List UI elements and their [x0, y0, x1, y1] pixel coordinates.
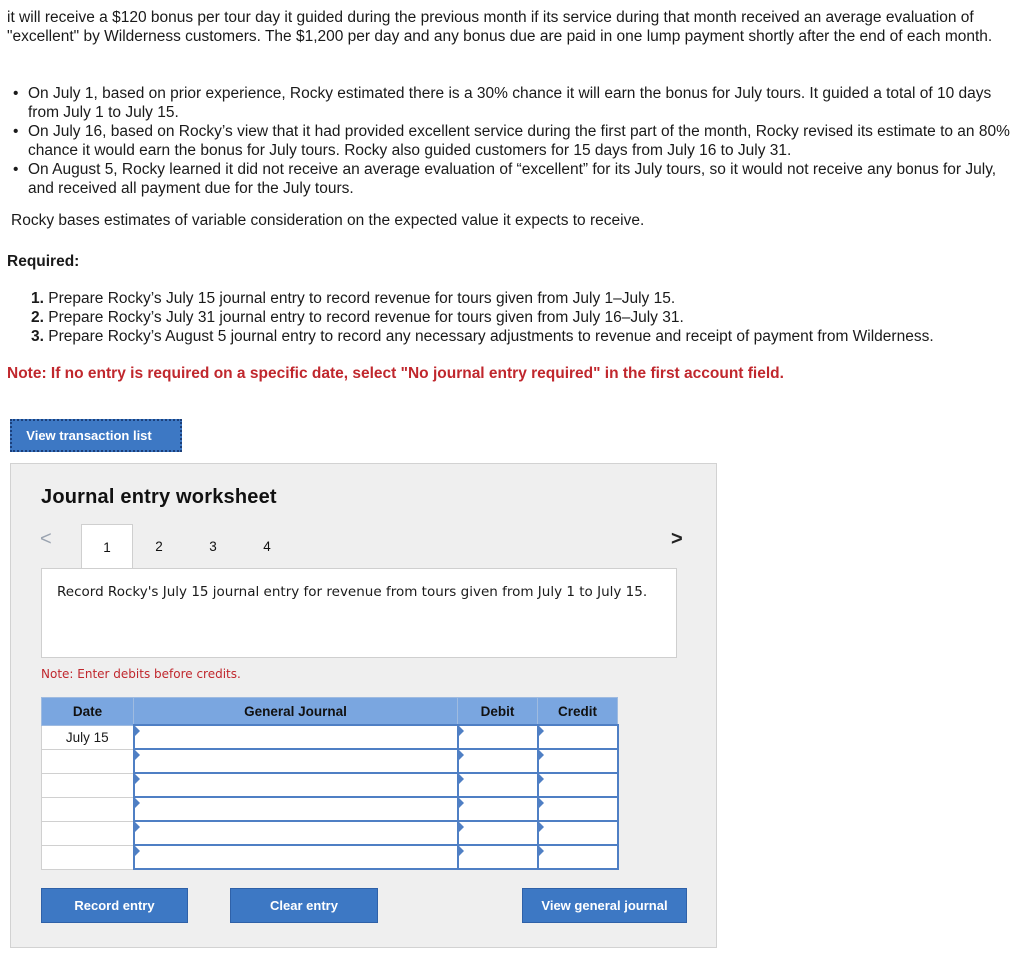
date-column-header: Date	[42, 698, 134, 726]
account-select[interactable]	[134, 725, 458, 749]
required-item-number: 1.	[31, 290, 44, 307]
worksheet-title: Journal entry worksheet	[41, 486, 277, 508]
date-cell	[42, 797, 134, 821]
credit-input[interactable]	[538, 773, 618, 797]
required-heading: Required:	[7, 253, 80, 270]
table-row	[42, 821, 618, 845]
bases-text: Rocky bases estimates of variable consideration on the expected value it expects to receive.	[11, 212, 645, 229]
required-item-text: Prepare Rocky’s July 31 journal entry to record revenue for tours given from July 16–July 31.	[48, 309, 684, 326]
required-item-text: Prepare Rocky’s August 5 journal entry to record any necessary adjustments to revenue and receipt of payment from Wilderness.	[48, 328, 934, 345]
debit-input[interactable]	[458, 845, 538, 869]
view-transaction-list-button[interactable]: View transaction list	[10, 419, 182, 452]
journal-table	[41, 697, 619, 870]
credit-input[interactable]	[538, 749, 618, 773]
table-row	[42, 797, 618, 821]
credit-input[interactable]	[538, 797, 618, 821]
debit-input[interactable]	[458, 725, 538, 749]
table-row	[42, 773, 618, 797]
required-item-number: 2.	[31, 309, 44, 326]
scenario-bullets	[7, 84, 1017, 198]
instruction-text: Record Rocky's July 15 journal entry for revenue from tours given from July 1 to July 15.	[57, 584, 648, 600]
chevron-left-icon[interactable]: <	[40, 528, 52, 550]
required-item-3	[31, 327, 934, 346]
debits-note: Note: Enter debits before credits.	[41, 667, 241, 681]
account-select[interactable]	[134, 821, 458, 845]
account-select[interactable]	[134, 773, 458, 797]
credit-input[interactable]	[538, 725, 618, 749]
account-select[interactable]	[134, 797, 458, 821]
table-row	[42, 725, 618, 749]
table-row	[42, 749, 618, 773]
view-general-journal-button[interactable]: View general journal	[522, 888, 687, 923]
required-list	[31, 289, 934, 346]
bullet-august-5: • On August 5, Rocky learned it did not receive an average evaluation of “excellent” for its July tours, so it would not receive any bonus for July, and received all payment due for the July tours.	[7, 160, 1017, 198]
tab-1[interactable]: 1	[81, 524, 133, 569]
bullet-july-1: • On July 1, based on prior experience, Rocky estimated there is a 30% chance it will earn the bonus for July tours. It guided a total of 10 days from July 1 to July 15.	[7, 84, 1017, 122]
tab-2[interactable]: 2	[155, 538, 163, 554]
record-entry-button[interactable]: Record entry	[41, 888, 188, 923]
date-cell	[42, 821, 134, 845]
debit-input[interactable]	[458, 821, 538, 845]
credit-input[interactable]	[538, 845, 618, 869]
instruction-box	[41, 568, 677, 658]
table-row	[42, 845, 618, 869]
intro-text: it will receive a $120 bonus per tour day it guided during the previous month if its service during that month received an average evaluation of "excellent" by Wilderness customers. The $1,200 per day and any bonus due are paid in one lump payment shortly after the end of each month.	[7, 9, 993, 45]
date-cell	[42, 773, 134, 797]
account-select[interactable]	[134, 845, 458, 869]
required-item-number: 3.	[31, 328, 44, 345]
date-cell	[42, 749, 134, 773]
debit-input[interactable]	[458, 749, 538, 773]
bullet-july-16: • On July 16, based on Rocky’s view that it had provided excellent service during the first part of the month, Rocky revised its estimate to an 80% chance it would earn the bonus for July tours. Rocky also guided customers for 15 days from July 16 to July 31.	[7, 122, 1017, 160]
required-item-text: Prepare Rocky’s July 15 journal entry to record revenue for tours given from July 1–July 15.	[48, 290, 676, 307]
required-item-2	[31, 308, 934, 327]
general-journal-column-header: General Journal	[134, 698, 458, 726]
date-cell	[42, 845, 134, 869]
account-select[interactable]	[134, 749, 458, 773]
clear-entry-button[interactable]: Clear entry	[230, 888, 378, 923]
date-cell: July 15	[42, 725, 134, 749]
no-entry-note: Note: If no entry is required on a specific date, select "No journal entry required" in the first account field.	[7, 365, 784, 382]
debit-column-header: Debit	[458, 698, 538, 726]
required-item-1	[31, 289, 934, 308]
credit-input[interactable]	[538, 821, 618, 845]
chevron-right-icon[interactable]: >	[671, 528, 683, 550]
debit-input[interactable]	[458, 797, 538, 821]
tab-3[interactable]: 3	[209, 538, 217, 554]
credit-column-header: Credit	[538, 698, 618, 726]
debit-input[interactable]	[458, 773, 538, 797]
journal-entry-worksheet	[10, 463, 717, 948]
tab-4[interactable]: 4	[263, 538, 271, 554]
